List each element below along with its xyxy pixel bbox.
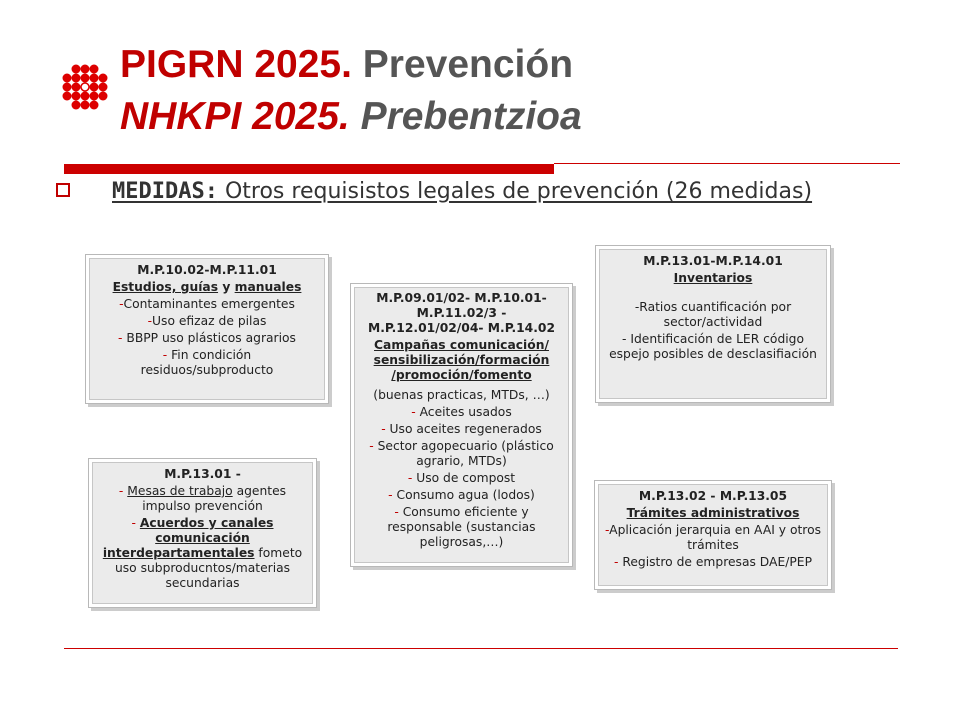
title-rule-thick [64,164,554,174]
card-estudios-code: M.P.10.02-M.P.11.01 [137,263,277,277]
card-tramites-subtitle: Trámites administrativos [626,506,800,520]
card-inventarios [595,245,831,403]
list-item: - Aceites usados [411,405,512,419]
title-line-1-bold: PIGRN 2025. [120,43,352,86]
list-item: -Uso efizaz de pilas [147,314,267,328]
list-item: -Aplicación jerarquia en AAI y otros trámites [605,523,822,552]
heading-text: Otros requisistos legales de prevención (26 medidas) [217,179,813,204]
card-inventarios-subtitle: Inventarios [673,271,753,285]
card-mesas-code: M.P.13.01 - [164,467,241,481]
card-campanas-note: (buenas practicas, MTDs, …) [373,388,550,402]
list-item: - BBPP uso plásticos agrarios [118,331,296,345]
list-item: - Acuerdos y canales comunicación interdepartamentales fometo uso subproducntos/materias secundarias [102,516,303,590]
footer-rule [64,648,898,649]
logo-icon [62,64,108,110]
section-heading [112,176,892,207]
list-item: - Uso aceites regenerados [381,422,542,436]
card-mesas [88,458,317,608]
title-line-1-rest: Prevención [351,43,574,86]
list-item: - Consumo eficiente y responsable (sustancias peligrosas,…) [387,505,536,549]
heading-label: MEDIDAS: [112,179,218,204]
bullet-square-icon [56,183,70,197]
card-tramites-code: M.P.13.02 - M.P.13.05 [638,489,788,503]
title-rule-thin [554,163,900,164]
title-line-2-bold: NHKPI 2025. [120,95,350,138]
card-inventarios-code: M.P.13.01-M.P.14.01 [643,254,783,268]
title-line-2-rest: Prebentzioa [349,95,582,138]
list-item: - Registro de empresas DAE/PEP [614,555,812,569]
card-campanas [350,283,573,567]
card-estudios-subtitle: Estudios, guías y manuales [112,280,302,294]
list-item: - Fin condición residuos/subproducto [140,348,274,377]
card-estudios [85,254,329,404]
title-line-1 [120,43,573,87]
title-line-2 [120,95,582,139]
list-item: -Contaminantes emergentes [119,297,295,311]
list-item: - Mesas de trabajo agentes impulso prevención [118,484,287,513]
list-item: -Ratios cuantificación por sector/actividad [634,300,792,329]
list-item: - Identificación de LER código espejo posibles de desclasifiación [609,332,817,361]
card-tramites [594,480,832,590]
list-item: - Uso de compost [407,471,516,485]
card-campanas-subtitle: Campañas comunicación/ sensibilización/formación /promoción/fomento [373,338,550,382]
list-item: - Sector agopecuario (plástico agrario, MTDs) [369,439,554,468]
list-item: - Consumo agua (lodos) [388,488,535,502]
card-campanas-code: M.P.09.01/02- M.P.10.01-M.P.11.02/3 - M.P.12.01/02/04- M.P.14.02 [367,291,556,335]
